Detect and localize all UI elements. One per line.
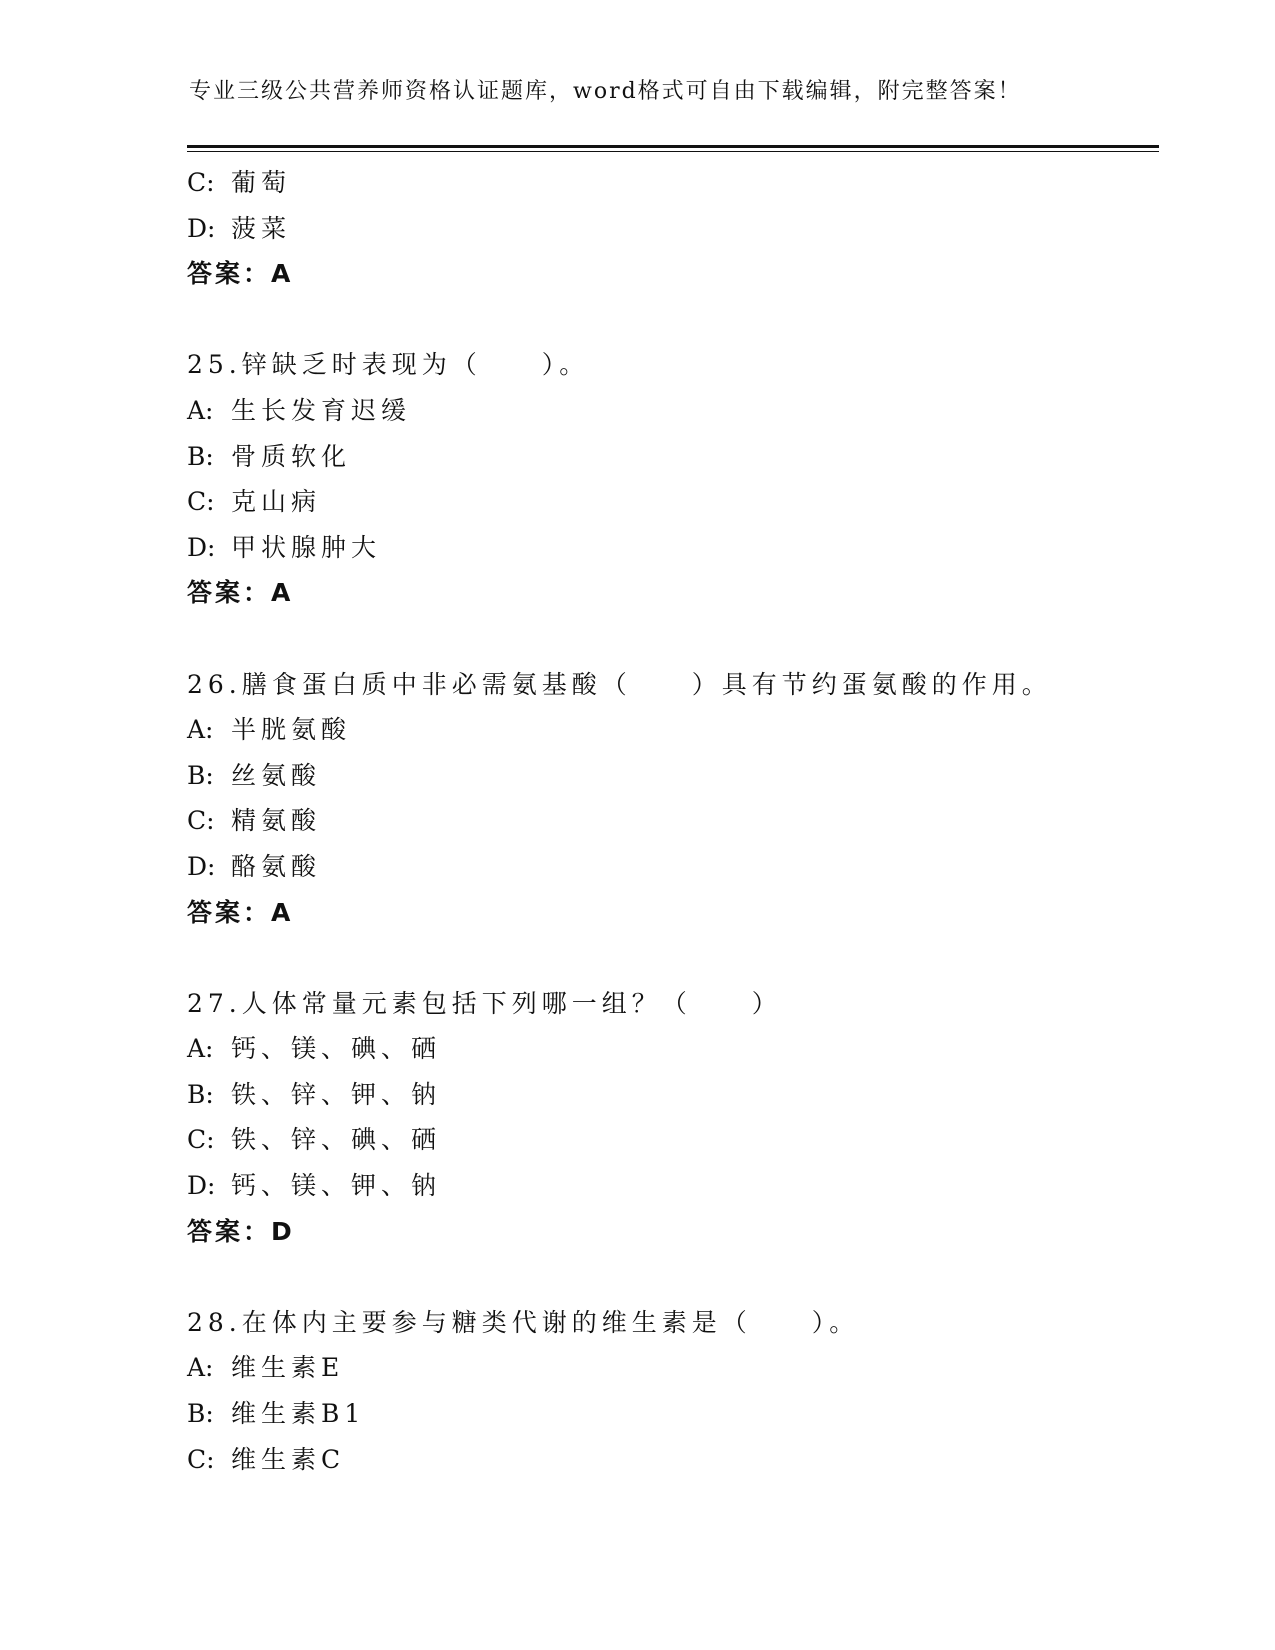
option-text: 生长发育迟缓 bbox=[231, 395, 412, 425]
option-key: D: bbox=[187, 851, 216, 881]
option-key: D: bbox=[187, 532, 216, 562]
option-key: D: bbox=[187, 1171, 216, 1201]
option-text: 骨质软化 bbox=[231, 441, 352, 471]
header-divider bbox=[187, 145, 1159, 152]
option-key: B: bbox=[187, 1079, 214, 1109]
option-key: C: bbox=[187, 806, 215, 836]
option-line bbox=[187, 1391, 1159, 1437]
option-line bbox=[187, 160, 1159, 206]
option-text: 钙、镁、钾、钠 bbox=[231, 1171, 442, 1201]
option-key: B: bbox=[187, 760, 214, 790]
answer-line: 答案：A bbox=[187, 259, 294, 289]
option-line bbox=[187, 707, 1159, 753]
question-stem: 25.锌缺乏时表现为（ ）。 bbox=[187, 350, 590, 380]
answer-line: 答案：A bbox=[187, 897, 294, 927]
option-line bbox=[187, 388, 1159, 434]
option-text: 维生素E bbox=[231, 1353, 345, 1383]
option-line bbox=[187, 525, 1159, 571]
option-line bbox=[187, 1026, 1159, 1072]
option-key: C: bbox=[187, 168, 215, 197]
option-text: 精氨酸 bbox=[231, 806, 322, 836]
option-text: 钙、镁、碘、硒 bbox=[231, 1034, 442, 1064]
option-text: 克山病 bbox=[231, 487, 322, 517]
option-text: 酪氨酸 bbox=[231, 851, 322, 881]
answer-line: 答案：D bbox=[187, 1216, 295, 1246]
spacer bbox=[187, 935, 1159, 981]
question-stem: 28.在体内主要参与糖类代谢的维生素是（ ）。 bbox=[187, 1307, 860, 1337]
question-stem: 27.人体常量元素包括下列哪一组？（ ） bbox=[187, 988, 782, 1018]
option-key: C: bbox=[187, 487, 215, 517]
option-key: D: bbox=[187, 213, 216, 243]
option-text: 葡萄 bbox=[231, 168, 292, 197]
option-key: A: bbox=[187, 715, 214, 745]
option-text: 甲状腺肿大 bbox=[231, 532, 382, 562]
option-text: 丝氨酸 bbox=[231, 760, 322, 790]
option-line bbox=[187, 434, 1159, 480]
option-line bbox=[187, 844, 1159, 890]
question-content bbox=[187, 160, 1159, 1482]
option-line bbox=[187, 1072, 1159, 1118]
option-key: A: bbox=[187, 1353, 214, 1383]
option-text: 铁、锌、碘、硒 bbox=[231, 1125, 442, 1155]
question-stem: 26.膳食蛋白质中非必需氨基酸（ ）具有节约蛋氨酸的作用。 bbox=[187, 669, 1052, 699]
option-line bbox=[187, 206, 1159, 252]
option-text: 铁、锌、钾、钠 bbox=[231, 1079, 442, 1109]
option-line bbox=[187, 798, 1159, 844]
option-key: B: bbox=[187, 1399, 214, 1429]
option-line bbox=[187, 753, 1159, 799]
option-text: 半胱氨酸 bbox=[231, 715, 352, 745]
option-text: 维生素B1 bbox=[231, 1399, 366, 1429]
option-line bbox=[187, 479, 1159, 525]
option-line bbox=[187, 1163, 1159, 1209]
answer-line: 答案：A bbox=[187, 578, 294, 608]
option-text: 菠菜 bbox=[231, 213, 292, 243]
option-key: C: bbox=[187, 1444, 215, 1474]
page-header: 专业三级公共营养师资格认证题库，word格式可自由下载编辑，附完整答案！ bbox=[189, 79, 1022, 104]
option-key: B: bbox=[187, 441, 214, 471]
spacer bbox=[187, 1254, 1159, 1300]
option-key: C: bbox=[187, 1125, 215, 1155]
spacer bbox=[187, 616, 1159, 662]
option-line bbox=[187, 1437, 1159, 1483]
option-text: 维生素C bbox=[231, 1444, 346, 1474]
spacer bbox=[187, 297, 1159, 343]
option-key: A: bbox=[187, 1034, 214, 1064]
option-line bbox=[187, 1345, 1159, 1391]
option-line bbox=[187, 1117, 1159, 1163]
option-key: A: bbox=[187, 395, 214, 425]
